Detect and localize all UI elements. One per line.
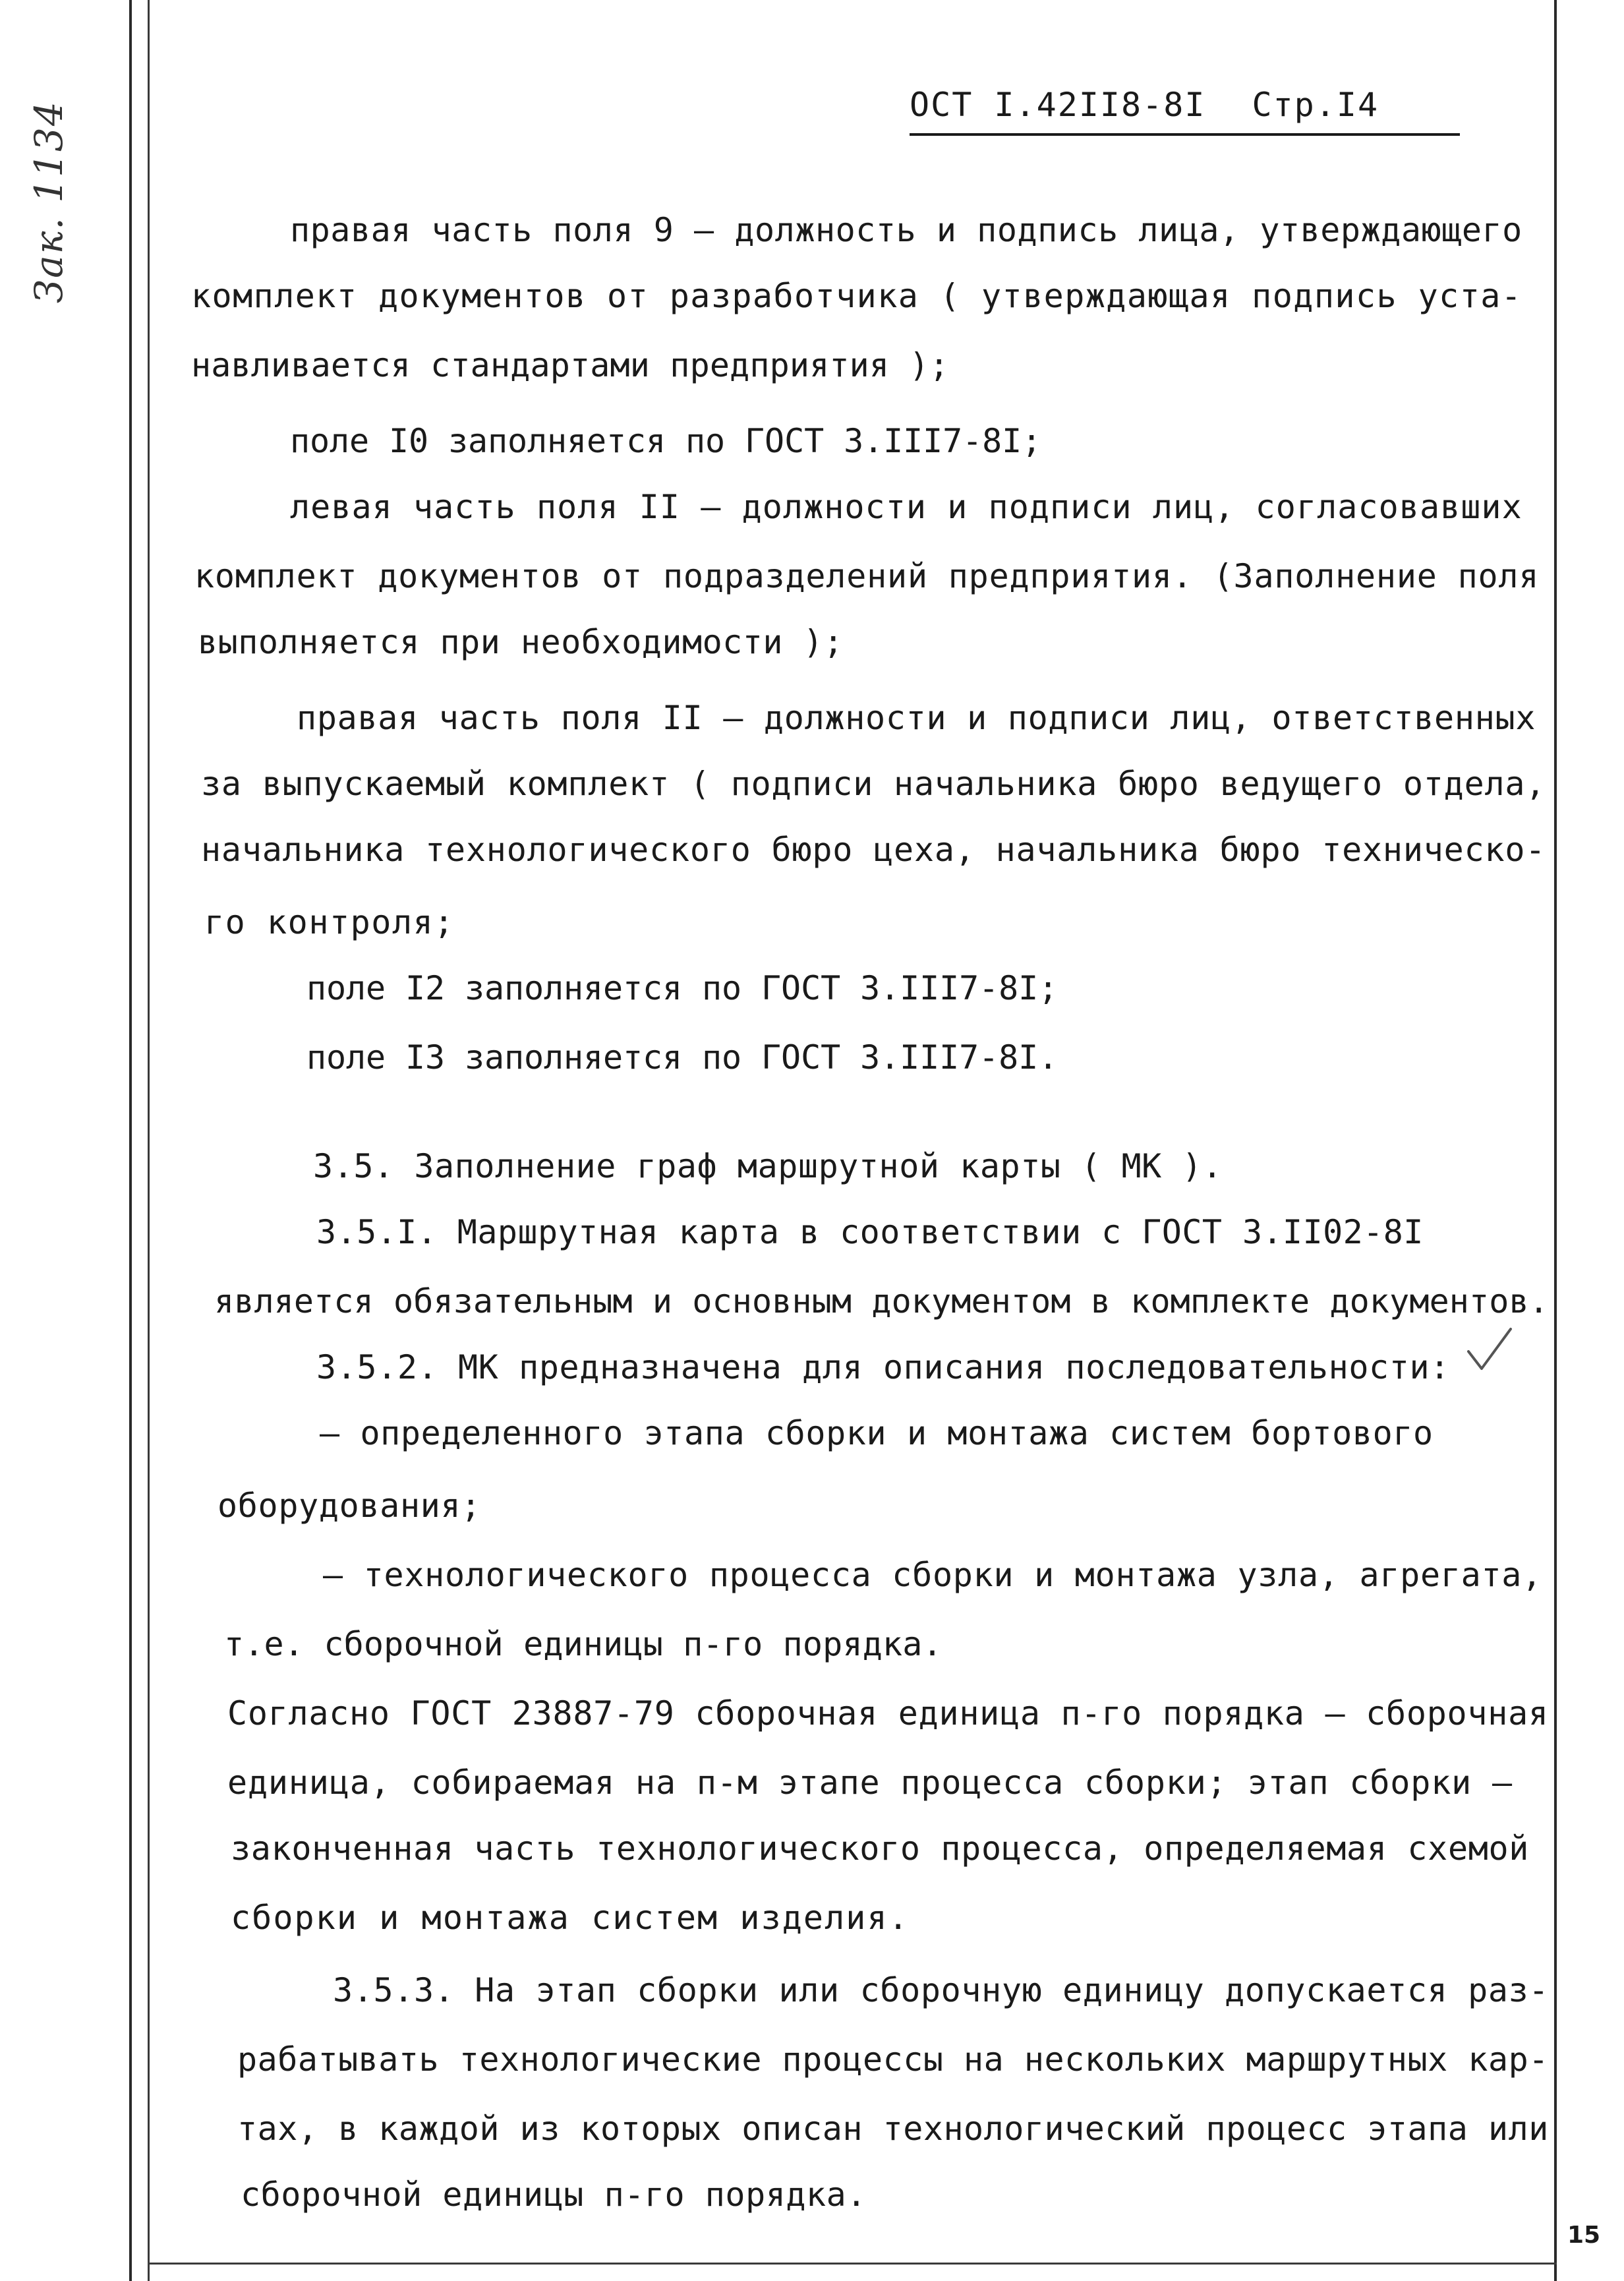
text-line: является обязательным и основным документом в комплекте документов. bbox=[214, 1282, 1549, 1320]
text-line: законченная часть технологического процесса, определяемая схемой bbox=[231, 1829, 1530, 1868]
checkmark-icon bbox=[1463, 1325, 1516, 1378]
text-line: Согласно ГОСТ 23887-79 сборочная единица п-го порядка – сборочная bbox=[227, 1694, 1549, 1733]
document-code: ОСТ I.42II8-8I bbox=[910, 86, 1206, 124]
text-line: – определенного этапа сборки и монтажа систем бортового bbox=[320, 1414, 1434, 1452]
page-label: Стр.I4 bbox=[1252, 86, 1379, 124]
header-underline bbox=[910, 133, 1460, 136]
page-header bbox=[910, 86, 1379, 124]
text-line: – технологического процесса сборки и монтажа узла, агрегата, bbox=[323, 1556, 1542, 1594]
text-line: левая часть поля II – должности и подписи лиц, согласовавших bbox=[290, 488, 1522, 526]
text-line: комплект документов от подразделений предприятия. (Заполнение поля bbox=[194, 557, 1540, 595]
text-line: т.е. сборочной единицы п-го порядка. bbox=[224, 1625, 942, 1663]
text-line: рабатывать технологические процессы на нескольких маршрутных кар- bbox=[237, 2040, 1549, 2079]
text-line: поле I3 заполняется по ГОСТ 3.III7-8I. bbox=[306, 1038, 1058, 1077]
text-line: единица, собираемая на п-м этапе процесса сборки; этап сборки – bbox=[227, 1763, 1513, 1802]
text-line: за выпускаемый комплект ( подписи начальника бюро ведущего отдела, bbox=[201, 765, 1546, 803]
text-line: 3.5.3. На этап сборки или сборочную единицу допускается раз- bbox=[333, 1971, 1550, 2009]
text-line: поле I2 заполняется по ГОСТ 3.III7-8I; bbox=[306, 969, 1058, 1007]
text-line: комплект документов от разработчика ( утверждающая подпись уста- bbox=[191, 277, 1522, 315]
text-line: 3.5.2. МК предназначена для описания последовательности: bbox=[316, 1348, 1450, 1386]
frame-left-outer bbox=[129, 0, 132, 2281]
text-line: выполняется при необходимости ); bbox=[198, 623, 844, 661]
text-line: навливается стандартами предприятия ); bbox=[191, 346, 949, 384]
text-line: начальника технологического бюро цеха, начальника бюро техническо- bbox=[201, 831, 1546, 869]
frame-bottom bbox=[148, 2263, 1557, 2265]
frame-left-inner bbox=[148, 0, 150, 2281]
text-line: поле I0 заполняется по ГОСТ 3.III7-8I; bbox=[290, 422, 1042, 460]
page-number: 15 bbox=[1567, 2222, 1601, 2249]
text-line: правая часть поля 9 – должность и подпись лица, утверждающего bbox=[290, 211, 1522, 249]
order-stamp: Зак. 1134 bbox=[26, 100, 71, 303]
text-line: правая часть поля II – должности и подписи лиц, ответственных bbox=[297, 699, 1536, 737]
text-line: оборудования; bbox=[218, 1487, 482, 1525]
text-line: сборочной единицы п-го порядка. bbox=[241, 2176, 867, 2214]
text-line: тах, в каждой из которых описан технологический процесс этапа или bbox=[237, 2110, 1549, 2148]
text-line: сборки и монтажа систем изделия. bbox=[231, 1899, 910, 1937]
text-line: го контроля; bbox=[204, 903, 455, 941]
frame-right bbox=[1554, 0, 1557, 2281]
text-line: 3.5.I. Маршрутная карта в соответствии с ГОСТ 3.II02-8I bbox=[316, 1213, 1424, 1251]
section-heading: 3.5. Заполнение граф маршрутной карты ( МК ). bbox=[313, 1147, 1223, 1185]
